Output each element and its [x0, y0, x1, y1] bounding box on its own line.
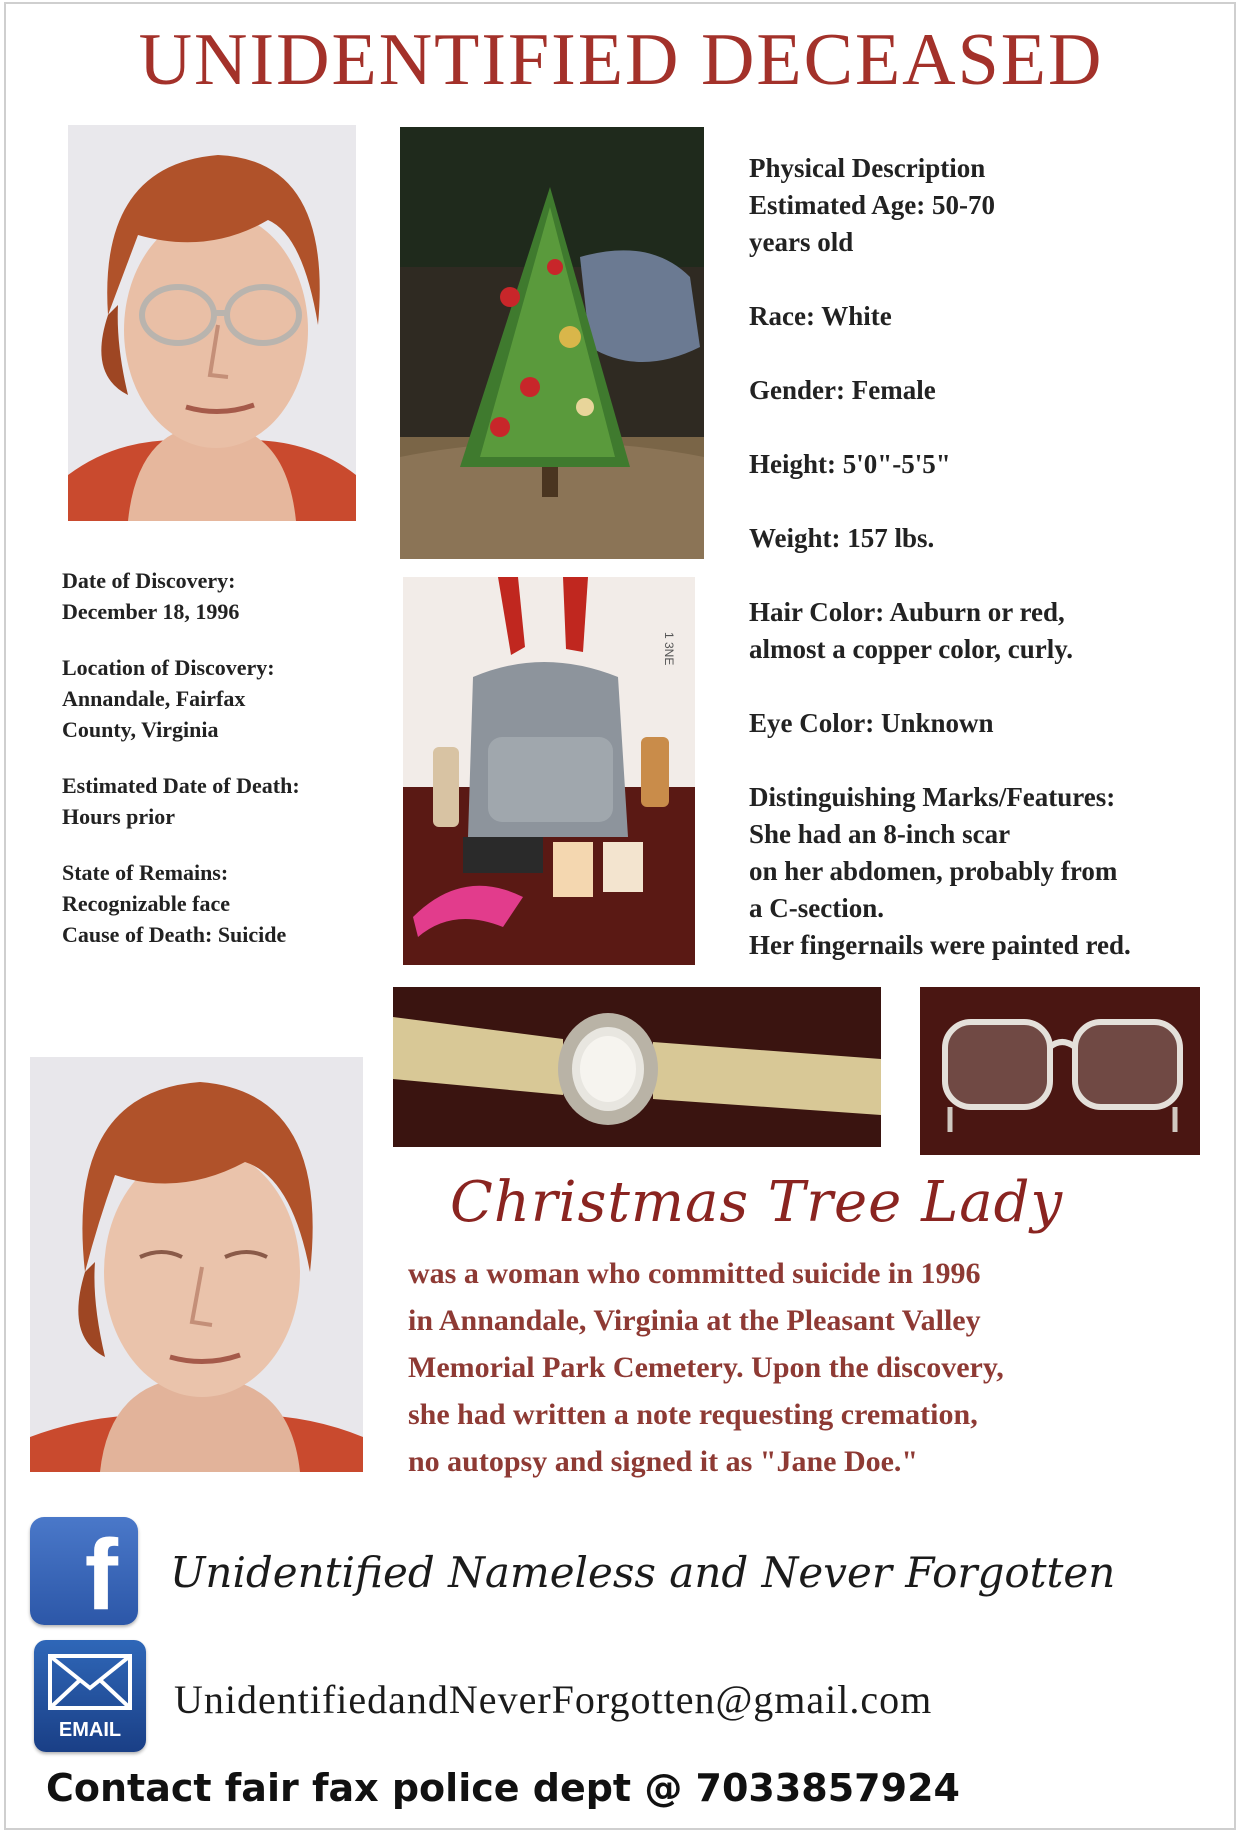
facebook-icon[interactable] — [30, 1517, 138, 1631]
gender: Gender: Female — [749, 375, 936, 405]
glasses-photo — [920, 987, 1200, 1155]
age-line2: years old — [749, 227, 854, 257]
age-line1: Estimated Age: 50-70 — [749, 190, 995, 220]
story-line1: was a woman who committed suicide in 1996 — [408, 1257, 981, 1290]
discovery-date: December 18, 1996 — [62, 599, 240, 624]
hair-line2: almost a copper color, curly. — [749, 634, 1073, 664]
marks-line1: She had an 8-inch scar — [749, 819, 1011, 849]
portrait-photo-top — [68, 125, 356, 521]
location-label: Location of Discovery: — [62, 655, 275, 680]
cause-of-death: Cause of Death: Suicide — [62, 922, 287, 947]
hair-line1: Hair Color: Auburn or red, — [749, 597, 1065, 627]
death-date-label: Estimated Date of Death: — [62, 773, 300, 798]
facebook-page-name[interactable]: Unidentified Nameless and Never Forgotten — [170, 1548, 1116, 1597]
police-contact: Contact fair fax police dept @ 7033857924 — [46, 1766, 960, 1810]
death-date: Hours prior — [62, 804, 176, 829]
story-line2: in Annandale, Virginia at the Pleasant Valley — [408, 1304, 981, 1337]
case-story — [408, 1250, 1208, 1485]
facebook-glyph: f — [84, 1519, 118, 1631]
discovery-details — [62, 565, 382, 975]
height: Height: 5'0"-5'5" — [749, 449, 951, 479]
portrait-photo-bottom — [30, 1057, 363, 1472]
remains-value: Recognizable face — [62, 891, 230, 916]
email-icon[interactable] — [34, 1640, 146, 1752]
eye-color: Eye Color: Unknown — [749, 708, 994, 738]
weight: Weight: 157 lbs. — [749, 523, 935, 553]
discovery-date-label: Date of Discovery: — [62, 568, 236, 593]
christmas-tree-photo — [400, 127, 704, 559]
remains-label: State of Remains: — [62, 860, 229, 885]
location-line2: County, Virginia — [62, 717, 219, 742]
email-icon-label: EMAIL — [58, 1719, 122, 1741]
race: Race: White — [749, 301, 892, 331]
marks-line4: Her fingernails were painted red. — [749, 930, 1131, 960]
marks-heading: Distinguishing Marks/Features: — [749, 782, 1116, 812]
story-line5: no autopsy and signed it as "Jane Doe." — [408, 1445, 919, 1478]
physical-description — [749, 150, 1229, 964]
location-line1: Annandale, Fairfax — [62, 686, 246, 711]
marks-line3: a C-section. — [749, 893, 884, 923]
email-address[interactable]: UnidentifiedandNeverForgotten@gmail.com — [174, 1677, 933, 1722]
nickname-heading: Christmas Tree Lady — [450, 1170, 1064, 1235]
physical-heading: Physical Description — [749, 153, 986, 183]
story-line3: Memorial Park Cemetery. Upon the discovery, — [408, 1351, 1004, 1384]
watch-photo — [393, 987, 881, 1147]
evidence-tag: 1 3NE — [662, 632, 676, 666]
belongings-photo — [403, 577, 695, 965]
story-line4: she had written a note requesting cremation, — [408, 1398, 978, 1431]
marks-line2: on her abdomen, probably from — [749, 856, 1118, 886]
poster-title: UNIDENTIFIED DECEASED — [138, 19, 1104, 101]
